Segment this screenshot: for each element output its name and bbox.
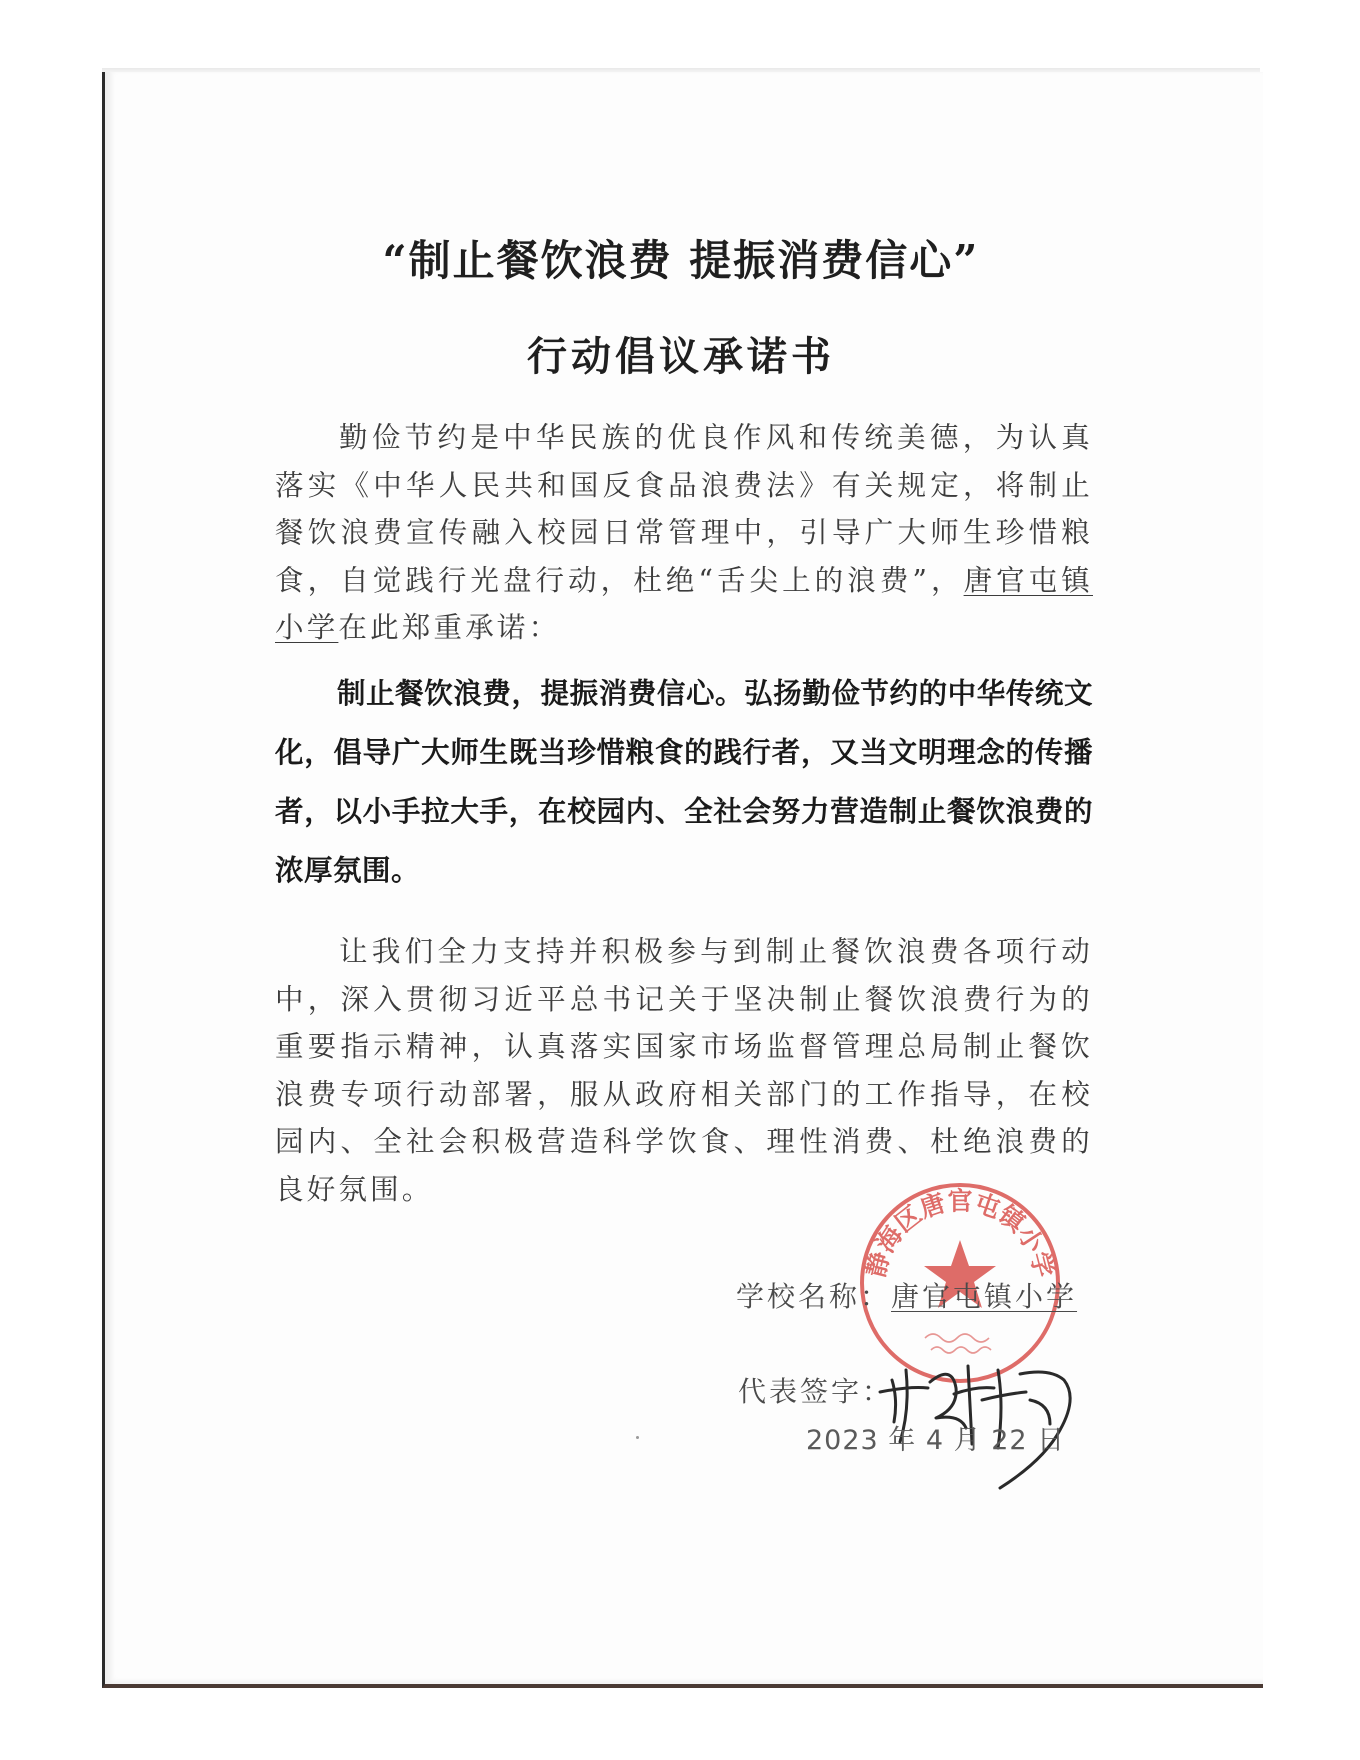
pledge-paragraph: 制止餐饮浪费，提振消费信心。弘扬勤俭节约的中华传统文化，倡导广大师生既当珍惜粮食的践行者，又当文明理念的传播者，以小手拉大手，在校园内、全社会努力营造制止餐饮浪费的浓厚氛围。 [275, 677, 1093, 887]
school-name-value: 唐官屯镇小学 [891, 1280, 1078, 1313]
representative-signature-label: 代表签字： [738, 1375, 894, 1408]
intro-text-end: 在此郑重承诺： [338, 611, 561, 644]
sign-date: 2023 年 4 月 22 日 [806, 1425, 1066, 1456]
intro-paragraph [275, 414, 1093, 652]
intro-text: 勤俭节约是中华民族的优良作风和传统美德，为认真落实《中华人民共和国反食品浪费法》有关规定，将制止餐饮浪费宣传融入校园日常管理中，引导广大师生珍惜粮食，自觉践行光盘行动，杜绝“舌尖上的浪费”， [275, 421, 1093, 597]
closing-paragraph: 让我们全力支持并积极参与到制止餐饮浪费各项行动中，深入贯彻习近平总书记关于坚决制止餐饮浪费行为的重要指示精神，认真落实国家市场监督管理总局制止餐饮浪费专项行动部署，服从政府相关部门的工作指导，在校园内、全社会积极营造科学饮食、理性消费、杜绝浪费的良好氛围。 [275, 935, 1093, 1206]
document-title: “制止餐饮浪费 提振消费信心” [382, 236, 980, 286]
document-subtitle: 行动倡议承诺书 [527, 333, 835, 381]
seal-text: 静海区唐官屯镇小学 [861, 1186, 1059, 1281]
school-name-label: 学校名称： [736, 1280, 892, 1313]
school-name-line [736, 1275, 1077, 1315]
scan-speck [636, 1436, 639, 1439]
intro-school-name: 唐官屯镇小学 [275, 563, 1093, 644]
handwritten-signature [870, 1330, 1100, 1490]
